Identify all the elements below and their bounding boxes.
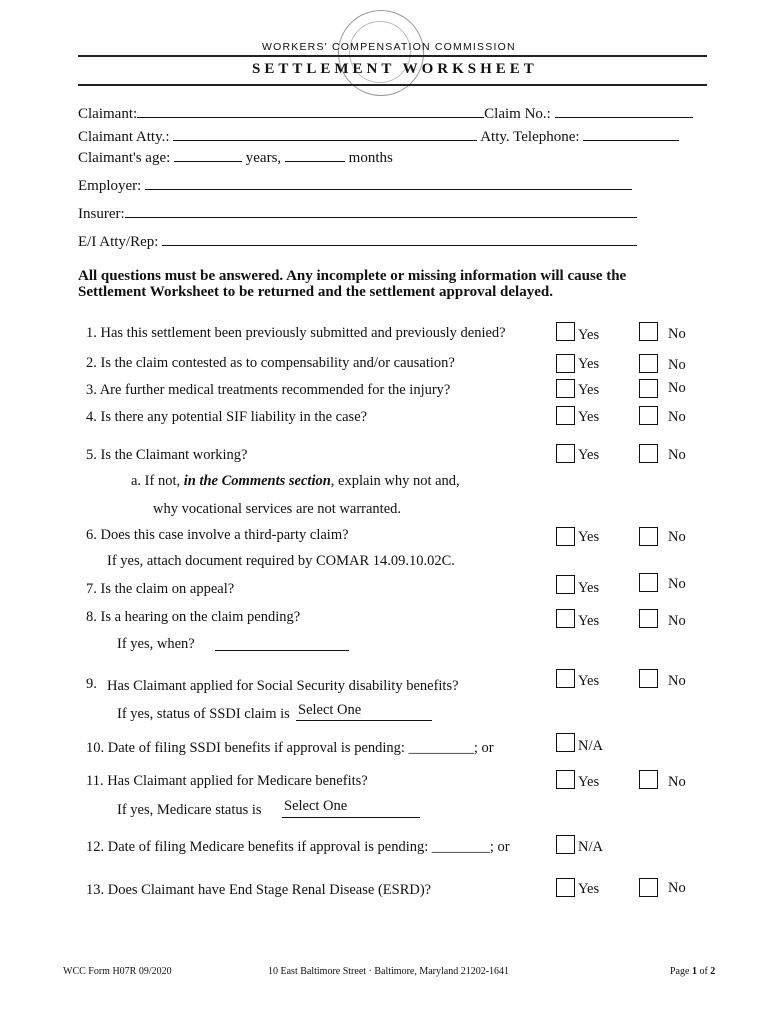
q6-yes-checkbox[interactable] [556,527,575,546]
q2-yes-checkbox[interactable] [556,354,575,373]
atty-telephone-label: Atty. Telephone: [480,129,580,145]
ssdi-status-select[interactable]: Select One [298,702,362,718]
q8-no-checkbox[interactable] [639,609,658,628]
q4-yes-label: Yes [578,409,600,425]
employer-label: Employer: [78,178,142,194]
claimant-age-label: Claimant's age: [78,150,171,166]
insurer-field[interactable] [125,204,637,218]
question-3: 3. Are further medical treatments recommended for the injury? [86,382,451,398]
q13-yes-checkbox[interactable] [556,878,575,897]
q3-yes-label: Yes [578,382,600,398]
claimant-atty-row [78,127,679,146]
claimant-atty-field[interactable] [173,127,477,141]
claimant-row [78,104,693,123]
medicare-status-select-underline [282,817,420,818]
q5a-emphasis: in the Comments section [183,473,331,489]
q11-yes-checkbox[interactable] [556,770,575,789]
question-6-note: If yes, attach document required by COMAR 14.09.10.02C. [107,553,455,569]
q12-na-checkbox[interactable] [556,835,575,854]
q5-yes-checkbox[interactable] [556,444,575,463]
q2-yes-label: Yes [578,356,600,372]
question-10: 10. Date of filing SSDI benefits if approval is pending: _________; or [86,740,494,756]
question-2: 2. Is the claim contested as to compensability and/or causation? [86,355,455,371]
ei-atty-label: E/I Atty/Rep: [78,234,159,250]
ei-atty-field[interactable] [162,232,637,246]
claimant-age-row [78,148,393,167]
q9-yes-checkbox[interactable] [556,669,575,688]
ei-atty-row [78,232,637,251]
claimant-field[interactable] [137,104,484,118]
q2-no-checkbox[interactable] [639,354,658,373]
q6-yes-label: Yes [578,529,600,545]
q5a-prefix: a. If not, [131,473,184,489]
question-5a [131,473,460,490]
claimant-atty-label: Claimant Atty.: [78,129,170,145]
question-5a-line2: why vocational services are not warranted. [153,501,402,517]
question-9-status: If yes, status of SSDI claim is [117,706,290,722]
q4-yes-checkbox[interactable] [556,406,575,425]
insurer-label: Insurer: [78,206,125,222]
insurer-row [78,204,637,223]
question-8-when: If yes, when? [117,636,195,652]
q11-no-checkbox[interactable] [639,770,658,789]
months-label: months [348,150,393,166]
question-12: 12. Date of filing Medicare benefits if approval is pending: ________; or [86,839,510,855]
age-years-field[interactable] [174,148,242,162]
q13-yes-label: Yes [578,881,600,897]
q1-no-checkbox[interactable] [639,322,658,341]
agency-name: WORKERS' COMPENSATION COMMISSION [262,41,516,53]
page-prefix: Page [670,966,692,977]
employer-row [78,176,632,195]
q8-no-label: No [668,613,686,629]
claimant-label: Claimant: [78,106,138,122]
q9-yes-label: Yes [578,673,600,689]
ssdi-status-select-underline [296,720,432,721]
q6-no-checkbox[interactable] [639,527,658,546]
hearing-date-field[interactable] [215,650,349,651]
footer-address: 10 East Baltimore Street · Baltimore, Maryland 21202-1641 [268,966,510,977]
page-current: 1 [691,966,697,977]
q9-no-label: No [668,673,686,689]
page-of: of [696,966,711,977]
q5-no-checkbox[interactable] [639,444,658,463]
q5-no-label: No [668,447,686,463]
atty-telephone-field[interactable] [583,127,679,141]
question-8: 8. Is a hearing on the claim pending? [86,609,301,625]
q9-no-checkbox[interactable] [639,669,658,688]
question-11: 11. Has Claimant applied for Medicare benefits? [86,773,368,789]
q3-no-checkbox[interactable] [639,379,658,398]
q8-yes-label: Yes [578,613,600,629]
q7-no-checkbox[interactable] [639,573,658,592]
age-months-field[interactable] [285,148,345,162]
header-rule-bottom [78,84,707,86]
q2-no-label: No [668,357,686,373]
header-rule-top [78,55,707,57]
q3-yes-checkbox[interactable] [556,379,575,398]
page-total: 2 [710,966,716,977]
q5a-suffix: , explain why not and, [330,473,460,489]
q10-na-label: N/A [578,738,603,754]
question-5: 5. Is the Claimant working? [86,447,248,463]
question-7: 7. Is the claim on appeal? [86,581,235,597]
claim-no-field[interactable] [555,104,693,118]
instructions: All questions must be answered. Any incomplete or missing information will cause the Settlement Worksheet to be returned and the settlement approval delayed. [78,268,627,300]
question-9: Has Claimant applied for Social Security disability benefits? [107,678,459,694]
q8-yes-checkbox[interactable] [556,609,575,628]
q11-yes-label: Yes [578,774,600,790]
question-1: 1. Has this settlement been previously submitted and previously denied? [86,325,506,341]
q4-no-checkbox[interactable] [639,406,658,425]
q13-no-label: No [668,880,686,896]
q4-no-label: No [668,409,686,425]
q1-yes-checkbox[interactable] [556,322,575,341]
q6-no-label: No [668,529,686,545]
q10-na-checkbox[interactable] [556,733,575,752]
question-9-number: 9. [86,676,97,692]
q5-yes-label: Yes [578,447,600,463]
page-title: SETTLEMENT WORKSHEET [252,61,538,77]
question-13: 13. Does Claimant have End Stage Renal Disease (ESRD)? [86,882,432,898]
question-11-status: If yes, Medicare status is [117,802,262,818]
q13-no-checkbox[interactable] [639,878,658,897]
q12-na-label: N/A [578,839,603,855]
q7-no-label: No [668,576,686,592]
q1-no-label: No [668,326,686,342]
q7-yes-checkbox[interactable] [556,575,575,594]
question-6: 6. Does this case involve a third-party claim? [86,527,349,543]
years-label: years, [245,150,282,166]
question-4: 4. Is there any potential SIF liability in the case? [86,409,368,425]
form-number: WCC Form H07R 09/2020 [63,966,172,977]
q7-yes-label: Yes [578,580,600,596]
q11-no-label: No [668,774,686,790]
claim-no-label: Claim No.: [484,106,551,122]
q1-yes-label: Yes [578,327,600,343]
employer-field[interactable] [145,176,632,190]
medicare-status-select[interactable]: Select One [284,798,348,814]
page-number [670,966,715,977]
q3-no-label: No [668,380,686,396]
